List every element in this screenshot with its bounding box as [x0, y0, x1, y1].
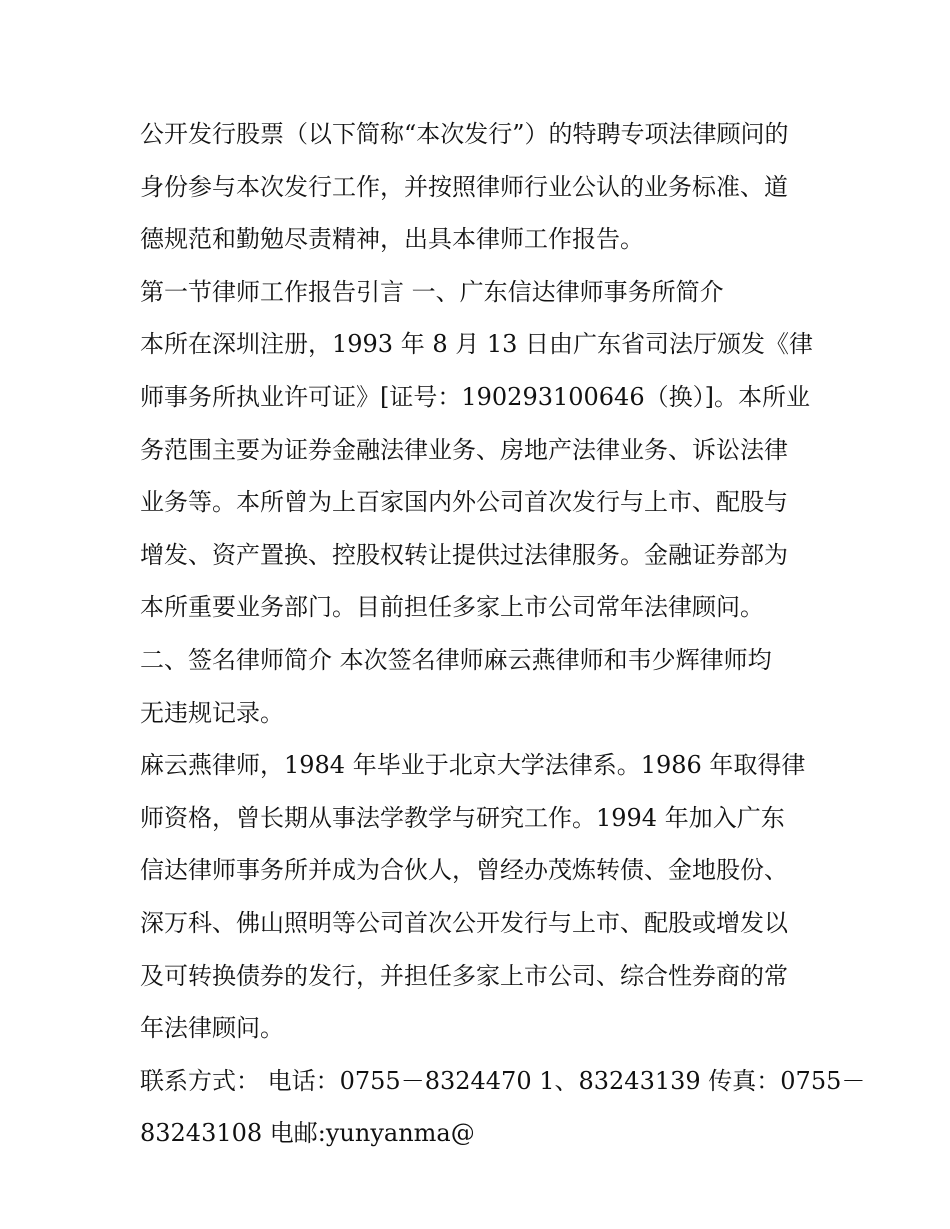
text-line: 师事务所执业许可证》[证号：190293100646（换）]。本所业	[140, 382, 810, 411]
text-line: 深万科、佛山照明等公司首次公开发行与上市、配股或增发以	[140, 908, 788, 937]
text-line: 增发、资产置换、控股权转让提供过法律服务。金融证券部为	[140, 540, 788, 569]
text-line: 麻云燕律师，1984 年毕业于北京大学法律系。1986 年取得律	[140, 751, 806, 780]
text-line: 及可转换债券的发行，并担任多家上市公司、综合性券商的常	[140, 961, 788, 990]
text-line: 师资格，曾长期从事法学教学与研究工作。1994 年加入广东	[140, 803, 785, 832]
text-line: 德规范和勤勉尽责精神，出具本律师工作报告。	[140, 225, 644, 254]
text-line: 业务等。本所曾为上百家国内外公司首次发行与上市、配股与	[140, 488, 788, 517]
text-line: 务范围主要为证券金融法律业务、房地产法律业务、诉讼法律	[140, 435, 788, 464]
text-line: 身份参与本次发行工作，并按照律师行业公认的业务标准、道	[140, 172, 788, 201]
text-line: 公开发行股票（以下简称“本次发行”）的特聘专项法律顾问的	[140, 120, 789, 148]
contact-line: 联系方式： 电话：0755－8324470 1、83243139 传真：0755－	[140, 1066, 866, 1095]
document-body	[140, 108, 866, 1160]
contact-line: 83243108 电邮:yunyanma@	[140, 1119, 475, 1148]
text-line: 本所重要业务部门。目前担任多家上市公司常年法律顾问。	[140, 593, 764, 622]
text-line: 本所在深圳注册，1993 年 8 月 13 日由广东省司法厅颁发《律	[140, 330, 814, 359]
text-line: 无违规记录。	[140, 698, 284, 727]
text-line: 年法律顾问。	[140, 1014, 284, 1043]
section-heading-line: 第一节律师工作报告引言 一、广东信达律师事务所简介	[140, 277, 724, 306]
section-heading-line: 二、签名律师简介 本次签名律师麻云燕律师和韦少辉律师均	[140, 645, 772, 674]
text-line: 信达律师事务所并成为合伙人，曾经办茂炼转债、金地股份、	[140, 856, 788, 885]
